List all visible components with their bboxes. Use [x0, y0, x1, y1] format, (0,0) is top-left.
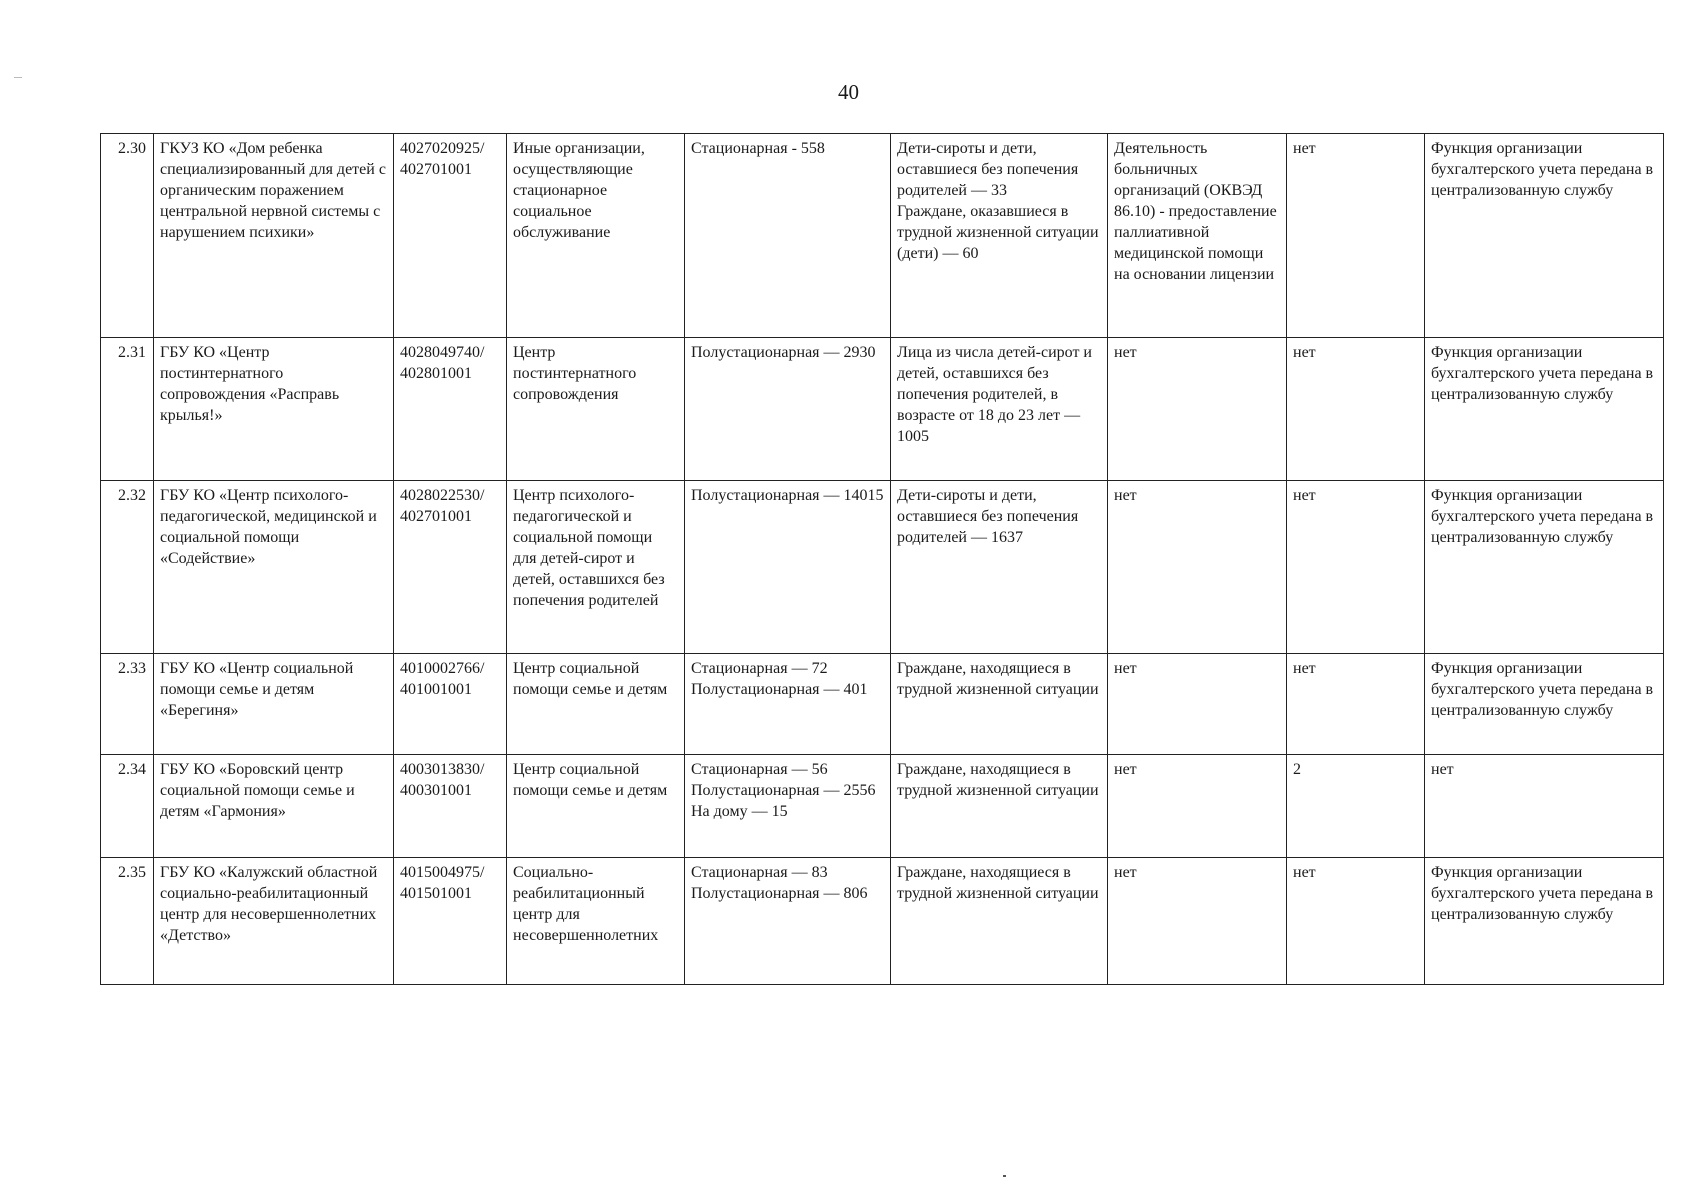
organization-name: ГБУ КО «Калужский областной социально-реабилитационный центр для несовершеннолетних «Детство» [154, 858, 394, 985]
inn-kpp: 4028022530/ 402701001 [394, 481, 507, 654]
other-activity: нет [1108, 481, 1287, 654]
service-recipients: Граждане, находящиеся в трудной жизненной ситуации [891, 858, 1108, 985]
table-row [101, 338, 1664, 481]
service-recipients: Дети-сироты и дети, оставшиеся без попечения родителей — 1637 [891, 481, 1108, 654]
accounting-function: Функция организации бухгалтерского учета передана в централизованную службу [1425, 338, 1664, 481]
table-row [101, 654, 1664, 755]
accounting-function: нет [1425, 755, 1664, 858]
row-number: 2.31 [101, 338, 154, 481]
table-row [101, 755, 1664, 858]
table-row [101, 134, 1664, 338]
inn-kpp: 4027020925/ 402701001 [394, 134, 507, 338]
organization-type: Иные организации, осуществляющие стационарное социальное обслуживание [507, 134, 685, 338]
column-8-value: нет [1287, 858, 1425, 985]
row-number: 2.34 [101, 755, 154, 858]
inn-kpp: 4003013830/ 400301001 [394, 755, 507, 858]
organization-type: Центр постинтернатного сопровождения [507, 338, 685, 481]
service-form: Полустационарная — 14015 [685, 481, 891, 654]
row-number: 2.32 [101, 481, 154, 654]
table-row [101, 858, 1664, 985]
inn-kpp: 4028049740/ 402801001 [394, 338, 507, 481]
scan-margin-mark [14, 77, 22, 78]
accounting-function: Функция организации бухгалтерского учета передана в централизованную службу [1425, 481, 1664, 654]
service-form: Стационарная — 56 Полустационарная — 2556 На дому — 15 [685, 755, 891, 858]
accounting-function: Функция организации бухгалтерского учета передана в централизованную службу [1425, 134, 1664, 338]
inn-kpp: 4010002766/ 401001001 [394, 654, 507, 755]
page-number: 40 [838, 80, 859, 104]
other-activity: Деятельность больничных организаций (ОКВЭД 86.10) - предоставление паллиативной медицинской помощи на основании лицензии [1108, 134, 1287, 338]
inn-kpp: 4015004975/ 401501001 [394, 858, 507, 985]
service-recipients: Дети-сироты и дети, оставшиеся без попечения родителей — 33 Граждане, оказавшиеся в трудной жизненной ситуации (дети) — 60 [891, 134, 1108, 338]
table-row [101, 481, 1664, 654]
row-number: 2.33 [101, 654, 154, 755]
other-activity: нет [1108, 858, 1287, 985]
organization-name: ГБУ КО «Центр психолого-педагогической, медицинской и социальной помощи «Содействие» [154, 481, 394, 654]
organization-type: Центр психолого-педагогической и социальной помощи для детей-сирот и детей, оставшихся без попечения родителей [507, 481, 685, 654]
organization-name: ГБУ КО «Боровский центр социальной помощи семье и детям «Гармония» [154, 755, 394, 858]
service-recipients: Граждане, находящиеся в трудной жизненной ситуации [891, 755, 1108, 858]
service-form: Полустационарная — 2930 [685, 338, 891, 481]
organization-name: ГБУ КО «Центр постинтернатного сопровождения «Расправь крылья!» [154, 338, 394, 481]
service-form: Стационарная - 558 [685, 134, 891, 338]
service-form: Стационарная — 72 Полустационарная — 401 [685, 654, 891, 755]
column-8-value: нет [1287, 134, 1425, 338]
scan-speck [1003, 1175, 1006, 1177]
organization-type: Центр социальной помощи семье и детям [507, 654, 685, 755]
other-activity: нет [1108, 755, 1287, 858]
other-activity: нет [1108, 338, 1287, 481]
service-recipients: Граждане, находящиеся в трудной жизненной ситуации [891, 654, 1108, 755]
other-activity: нет [1108, 654, 1287, 755]
column-8-value: 2 [1287, 755, 1425, 858]
column-8-value: нет [1287, 481, 1425, 654]
row-number: 2.35 [101, 858, 154, 985]
column-8-value: нет [1287, 654, 1425, 755]
organization-type: Центр социальной помощи семье и детям [507, 755, 685, 858]
accounting-function: Функция организации бухгалтерского учета передана в централизованную службу [1425, 654, 1664, 755]
organization-name: ГБУ КО «Центр социальной помощи семье и детям «Берегиня» [154, 654, 394, 755]
service-form: Стационарная — 83 Полустационарная — 806 [685, 858, 891, 985]
table-body [101, 134, 1664, 985]
organizations-table [100, 133, 1664, 985]
column-8-value: нет [1287, 338, 1425, 481]
organization-type: Социально-реабилитационный центр для несовершеннолетних [507, 858, 685, 985]
row-number: 2.30 [101, 134, 154, 338]
service-recipients: Лица из числа детей-сирот и детей, оставшихся без попечения родителей, в возрасте от 18 до 23 лет — 1005 [891, 338, 1108, 481]
accounting-function: Функция организации бухгалтерского учета передана в централизованную службу [1425, 858, 1664, 985]
organization-name: ГКУЗ КО «Дом ребенка специализированный для детей с органическим поражением центральной нервной системы с нарушением психики» [154, 134, 394, 338]
